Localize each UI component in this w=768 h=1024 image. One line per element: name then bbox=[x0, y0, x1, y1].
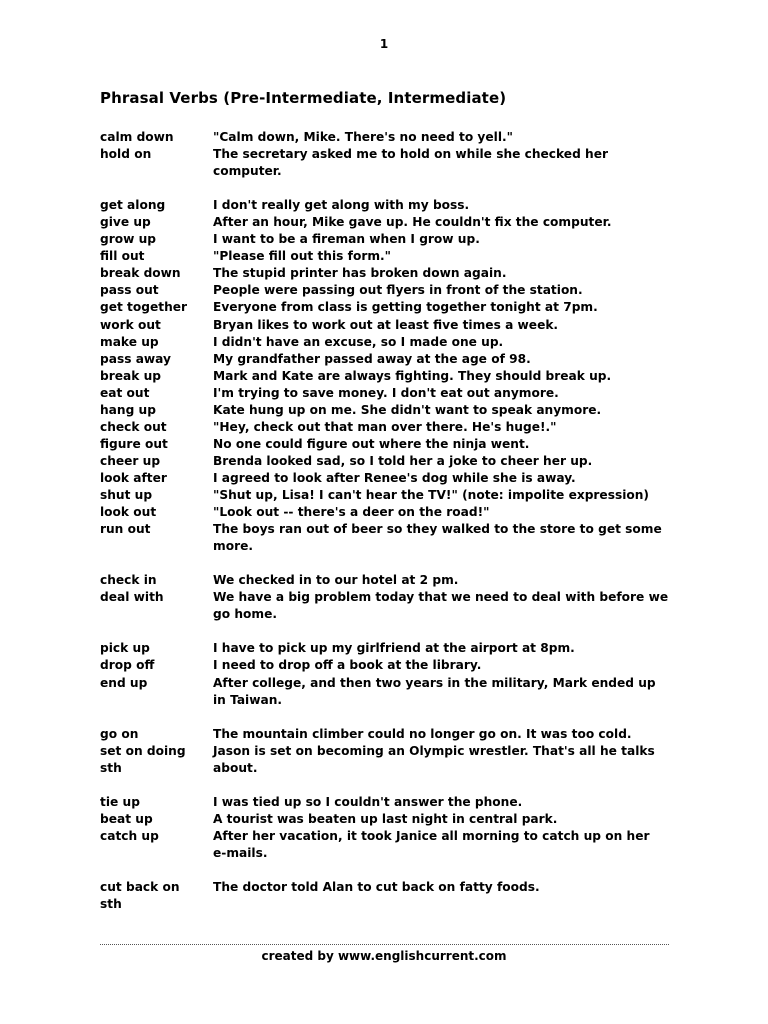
list-item bbox=[100, 402, 700, 419]
phrasal-verb-term: give up bbox=[100, 215, 151, 230]
list-item bbox=[100, 334, 700, 351]
example-sentence: I need to drop off a book at the library. bbox=[213, 658, 482, 673]
list-item bbox=[100, 146, 700, 163]
example-sentence: "Look out -- there's a deer on the road!" bbox=[213, 505, 490, 520]
example-sentence: Jason is set on becoming an Olympic wrestler. That's all he talks bbox=[213, 743, 655, 758]
phrasal-verb-term: grow up bbox=[100, 232, 157, 247]
example-sentence: The stupid printer has broken down again. bbox=[213, 266, 507, 281]
list-item bbox=[100, 538, 700, 572]
phrasal-verb-term: work out bbox=[100, 317, 161, 332]
example-sentence: The mountain climber could no longer go on. It was too cold. bbox=[213, 726, 632, 741]
example-sentence: After college, and then two years in the military, Mark ended up bbox=[213, 675, 656, 690]
list-item bbox=[100, 504, 700, 521]
example-sentence: "Shut up, Lisa! I can't hear the TV!" (note: impolite expression) bbox=[213, 487, 650, 502]
list-item bbox=[100, 265, 700, 282]
example-sentence: I'm trying to save money. I don't eat out anymore. bbox=[213, 385, 559, 400]
phrasal-verb-term: figure out bbox=[100, 436, 168, 451]
phrasal-verb-term: break up bbox=[100, 368, 161, 383]
list-item bbox=[100, 248, 700, 265]
list-item bbox=[100, 453, 700, 470]
phrasal-verb-term: make up bbox=[100, 334, 159, 349]
list-item bbox=[100, 282, 700, 299]
example-sentence: "Calm down, Mike. There's no need to yell." bbox=[213, 130, 513, 144]
example-sentence: computer. bbox=[213, 164, 282, 179]
phrasal-verb-term: shut up bbox=[100, 487, 153, 502]
list-item bbox=[100, 299, 700, 316]
phrasal-verb-term: check in bbox=[100, 573, 157, 588]
example-sentence: I didn't have an excuse, so I made one up. bbox=[213, 334, 504, 349]
phrasal-verb-term bbox=[100, 163, 213, 197]
phrasal-verb-term: beat up bbox=[100, 811, 153, 826]
list-item bbox=[100, 828, 700, 845]
phrasal-verb-term: set on doing bbox=[100, 743, 186, 758]
example-sentence: Brenda looked sad, so I told her a joke to cheer her up. bbox=[213, 453, 593, 468]
example-sentence: "Hey, check out that man over there. He's huge!." bbox=[213, 419, 557, 434]
example-sentence: The doctor told Alan to cut back on fatty foods. bbox=[213, 880, 540, 895]
list-item bbox=[100, 385, 700, 402]
list-item bbox=[100, 879, 700, 896]
list-item bbox=[100, 794, 700, 811]
list-item bbox=[100, 657, 700, 674]
example-sentence: I want to be a fireman when I grow up. bbox=[213, 232, 480, 247]
phrasal-verb-term: sth bbox=[100, 760, 122, 775]
example-sentence: A tourist was beaten up last night in central park. bbox=[213, 811, 558, 826]
list-item bbox=[100, 470, 700, 487]
phrasal-verb-term bbox=[100, 692, 213, 726]
list-item bbox=[100, 606, 700, 640]
phrasal-verb-term: fill out bbox=[100, 249, 145, 264]
example-sentence: Mark and Kate are always fighting. They should break up. bbox=[213, 368, 612, 383]
phrasal-verb-term: end up bbox=[100, 675, 148, 690]
example-sentence: go home. bbox=[213, 607, 277, 622]
list-item bbox=[100, 197, 700, 214]
example-sentence: Bryan likes to work out at least five times a week. bbox=[213, 317, 559, 332]
example-sentence: No one could figure out where the ninja went. bbox=[213, 436, 530, 451]
list-item bbox=[100, 214, 700, 231]
example-sentence: e-mails. bbox=[213, 845, 268, 860]
example-sentence: in Taiwan. bbox=[213, 692, 283, 707]
list-item bbox=[100, 743, 700, 760]
phrasal-verb-term: tie up bbox=[100, 794, 140, 809]
example-sentence: I agreed to look after Renee's dog while she is away. bbox=[213, 470, 576, 485]
list-item bbox=[100, 896, 700, 930]
example-sentence: My grandfather passed away at the age of 98. bbox=[213, 351, 531, 366]
phrasal-verb-term: calm down bbox=[100, 130, 174, 144]
phrasal-verb-term: look out bbox=[100, 505, 157, 520]
list-item bbox=[100, 351, 700, 368]
phrasal-verb-term: go on bbox=[100, 726, 139, 741]
footer-credit: created by www.englishcurrent.com bbox=[261, 949, 507, 963]
phrasal-verb-term: cheer up bbox=[100, 453, 161, 468]
list-item bbox=[100, 231, 700, 248]
phrasal-verb-term: drop off bbox=[100, 658, 155, 673]
phrasal-verb-term: deal with bbox=[100, 590, 164, 605]
list-item bbox=[100, 726, 700, 743]
phrasal-verb-term: look after bbox=[100, 470, 167, 485]
phrasal-verb-term bbox=[100, 606, 213, 640]
phrasal-verb-term: get together bbox=[100, 300, 188, 315]
phrasal-verb-term: get along bbox=[100, 198, 166, 213]
example-sentence: I have to pick up my girlfriend at the airport at 8pm. bbox=[213, 641, 575, 656]
document-title: Phrasal Verbs (Pre-Intermediate, Intermediate) bbox=[100, 89, 507, 107]
phrasal-verb-term bbox=[100, 538, 213, 572]
list-item bbox=[100, 640, 700, 657]
list-item bbox=[100, 129, 700, 146]
example-sentence: I was tied up so I couldn't answer the phone. bbox=[213, 794, 523, 809]
list-item bbox=[100, 675, 700, 692]
example-sentence: After an hour, Mike gave up. He couldn't fix the computer. bbox=[213, 215, 612, 230]
phrasal-verb-term bbox=[100, 845, 213, 879]
list-item bbox=[100, 845, 700, 879]
list-item bbox=[100, 317, 700, 334]
phrasal-verb-term: sth bbox=[100, 897, 122, 912]
phrasal-verb-term: hang up bbox=[100, 402, 156, 417]
list-item bbox=[100, 692, 700, 726]
list-item bbox=[100, 572, 700, 589]
example-sentence bbox=[213, 896, 700, 930]
page-number: 1 bbox=[379, 37, 389, 51]
example-sentence: about. bbox=[213, 760, 258, 775]
list-item bbox=[100, 436, 700, 453]
phrasal-verb-list bbox=[100, 129, 700, 930]
list-item bbox=[100, 521, 700, 538]
phrasal-verb-term: catch up bbox=[100, 828, 159, 843]
example-sentence: Everyone from class is getting together tonight at 7pm. bbox=[213, 300, 598, 315]
example-sentence: After her vacation, it took Janice all morning to catch up on her bbox=[213, 828, 650, 843]
phrasal-verb-term: hold on bbox=[100, 147, 152, 162]
phrasal-verb-term: check out bbox=[100, 419, 167, 434]
example-sentence: People were passing out flyers in front of the station. bbox=[213, 283, 583, 298]
phrasal-verb-term: cut back on bbox=[100, 880, 180, 895]
example-sentence: "Please fill out this form." bbox=[213, 249, 392, 264]
phrasal-verb-term: pass away bbox=[100, 351, 171, 366]
phrasal-verb-term: break down bbox=[100, 266, 181, 281]
phrasal-verb-term: pick up bbox=[100, 641, 150, 656]
footer-divider bbox=[100, 944, 669, 945]
list-item bbox=[100, 589, 700, 606]
list-item bbox=[100, 811, 700, 828]
example-sentence: We checked in to our hotel at 2 pm. bbox=[213, 573, 459, 588]
example-sentence: The boys ran out of beer so they walked to the store to get some bbox=[213, 522, 662, 537]
phrasal-verb-term: pass out bbox=[100, 283, 159, 298]
list-item bbox=[100, 419, 700, 436]
list-item bbox=[100, 163, 700, 197]
phrasal-verb-term: run out bbox=[100, 522, 151, 537]
list-item bbox=[100, 487, 700, 504]
list-item bbox=[100, 760, 700, 794]
example-sentence: Kate hung up on me. She didn't want to speak anymore. bbox=[213, 402, 602, 417]
example-sentence: more. bbox=[213, 539, 253, 554]
phrasal-verb-term: eat out bbox=[100, 385, 150, 400]
example-sentence: We have a big problem today that we need to deal with before we bbox=[213, 590, 669, 605]
example-sentence: The secretary asked me to hold on while she checked her bbox=[213, 147, 608, 162]
list-item bbox=[100, 368, 700, 385]
example-sentence: I don't really get along with my boss. bbox=[213, 198, 470, 213]
